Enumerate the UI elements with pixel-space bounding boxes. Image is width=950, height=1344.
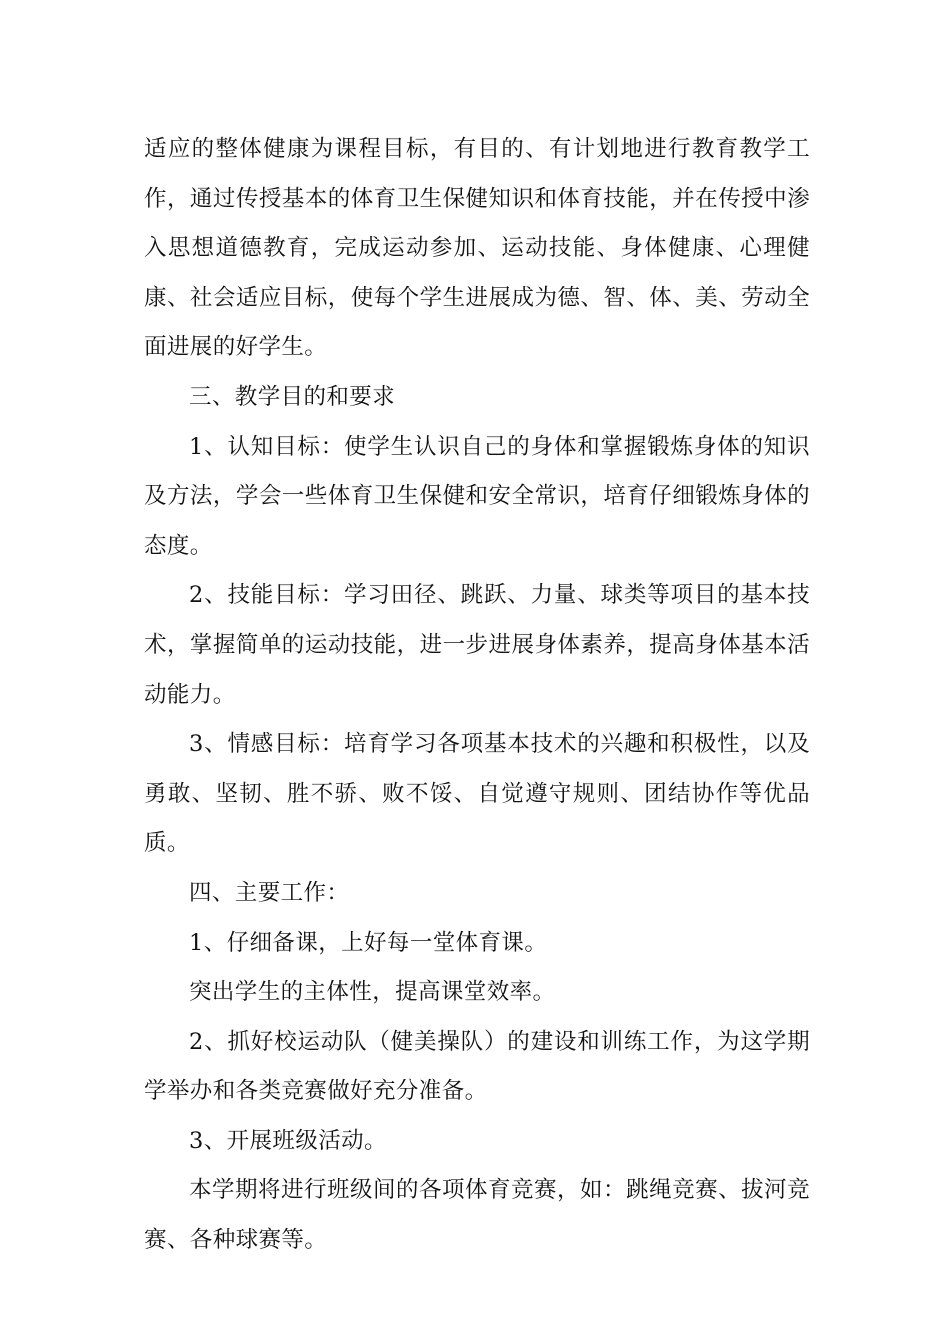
heading-section-three: 三、教学目的和要求 <box>189 383 396 410</box>
heading-section-four: 四、主要工作： <box>189 879 350 906</box>
paragraph-skill-goal: 2、技能目标：学习田径、跳跃、力量、球类等项目的基本技术，掌握简单的运动技能，进一步进展身体素养，提高身体基本活动能力。 <box>144 582 810 708</box>
document-body <box>144 125 810 1266</box>
paragraph-item-two: 2、抓好校运动队（健美操队）的建设和训练工作，为这学期学举办和各类竞赛做好充分准备。 <box>144 1028 810 1105</box>
paragraph-item-one: 1、仔细备课，上好每一堂体育课。 <box>189 929 548 956</box>
paragraph-item-three-detail: 本学期将进行班级间的各项体育竞赛，如：跳绳竞赛、拔河竞赛、各种球赛等。 <box>144 1177 810 1254</box>
paragraph-goal-continuation: 适应的整体健康为课程目标，有目的、有计划地进行教育教学工作，通过传授基本的体育卫生保健知识和体育技能，并在传授中渗入思想道德教育，完成运动参加、运动技能、身体健康、心理健康、社会适应目标，使每个学生进展成为德、智、体、美、劳动全面进展的好学生。 <box>144 136 810 361</box>
paragraph-cognitive-goal: 1、认知目标：使学生认识自己的身体和掌握锻炼身体的知识及方法，学会一些体育卫生保健和安全常识，培育仔细锻炼身体的态度。 <box>144 433 810 559</box>
paragraph-item-one-detail: 突出学生的主体性，提高课堂效率。 <box>189 979 556 1006</box>
paragraph-emotion-goal: 3、情感目标：培育学习各项基本技术的兴趣和积极性，以及勇敢、坚韧、胜不骄、败不馁、自觉遵守规则、团结协作等优品质。 <box>144 731 810 857</box>
paragraph-item-three: 3、开展班级活动。 <box>189 1127 387 1154</box>
